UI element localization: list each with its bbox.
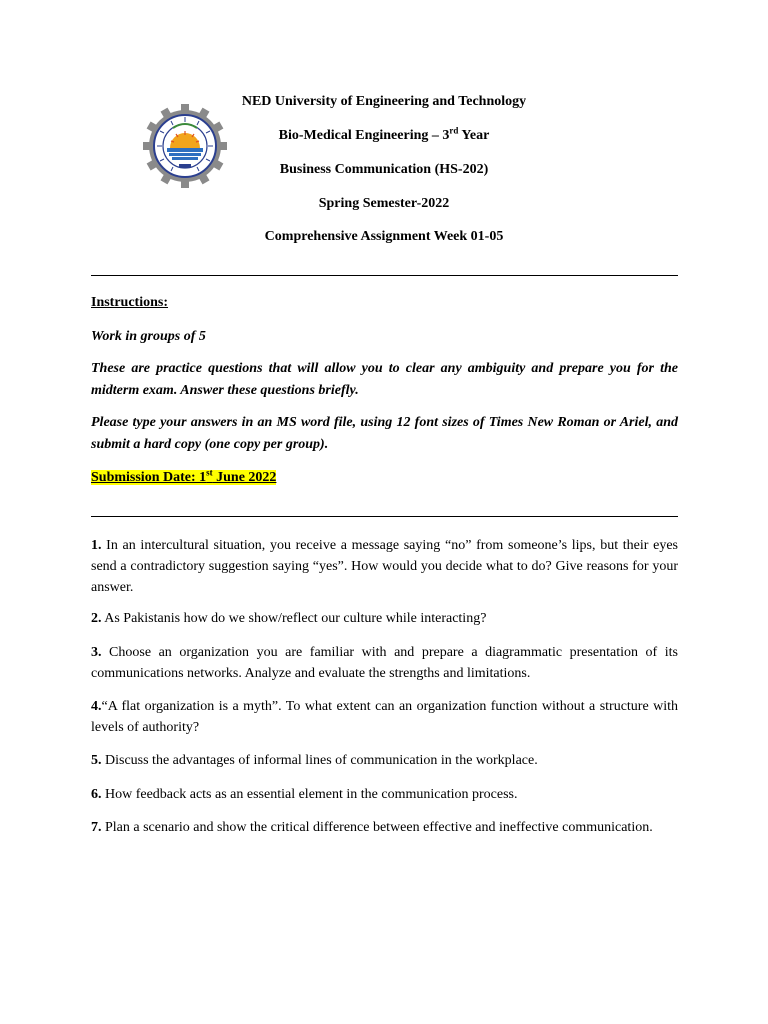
question-text: In an intercultural situation, you receive a message saying “no” from someone’s lips, but their eyes send a contradictory suggestion saying “yes”. How would you decide what to do? Give reasons for your answer. <box>91 538 678 595</box>
question-text: As Pakistanis how do we show/reflect our culture while interacting? <box>101 611 487 626</box>
program-superscript: rd <box>449 125 459 136</box>
program-line <box>0 127 768 145</box>
question-text: Plan a scenario and show the critical difference between effective and ineffective communication. <box>101 820 653 835</box>
instruction-practice: These are practice questions that will allow you to clear any ambiguity and prepare you for the midterm exam. Answer these questions briefly. <box>91 361 678 398</box>
submission-date <box>91 467 678 489</box>
question-7 <box>91 817 678 838</box>
question-3 <box>91 642 678 684</box>
question-number: 1. <box>91 538 102 553</box>
question-text: Choose an organization you are familiar with and prepare a diagrammatic presentation of its communications networks. Analyze and evaluate the strengths and limitations. <box>91 645 678 681</box>
university-name: NED University of Engineering and Technology <box>241 94 527 109</box>
question-number: 7. <box>91 820 102 835</box>
submission-date-highlight <box>91 467 277 485</box>
question-1 <box>91 535 678 598</box>
divider-top <box>91 275 678 276</box>
course-title: Business Communication (HS-202) <box>279 162 489 177</box>
submission-prefix: Submission Date: 1 <box>91 470 207 485</box>
question-number: 5. <box>91 753 102 768</box>
assignment-title: Comprehensive Assignment Week 01-05 <box>264 229 504 244</box>
instruction-format: Please type your answers in an MS word file, using 12 font sizes of Times New Roman or Ariel, and submit a hard copy (one copy per group). <box>91 415 678 452</box>
question-5 <box>91 750 678 771</box>
submission-suffix: June 2022 <box>212 470 277 485</box>
question-text: How feedback acts as an essential element in the communication process. <box>101 787 518 802</box>
question-2 <box>91 608 678 629</box>
question-4 <box>91 696 678 738</box>
question-6 <box>91 784 678 805</box>
question-number: 4. <box>91 699 102 714</box>
question-number: 3. <box>91 645 102 660</box>
program-prefix: Bio-Medical Engineering – 3 <box>278 128 450 143</box>
question-number: 2. <box>91 611 102 626</box>
instruction-group-size: Work in groups of 5 <box>91 329 206 344</box>
instructions-heading: Instructions: <box>91 295 169 310</box>
semester-line: Spring Semester-2022 <box>318 196 450 211</box>
question-text: “A flat organization is a myth”. To what extent can an organization function without a structure with levels of authority? <box>91 699 678 735</box>
program-suffix: Year <box>458 128 490 143</box>
divider-bottom <box>91 516 678 517</box>
question-text: Discuss the advantages of informal lines of communication in the workplace. <box>101 753 538 768</box>
submission-superscript: st <box>206 467 213 478</box>
question-number: 6. <box>91 787 102 802</box>
